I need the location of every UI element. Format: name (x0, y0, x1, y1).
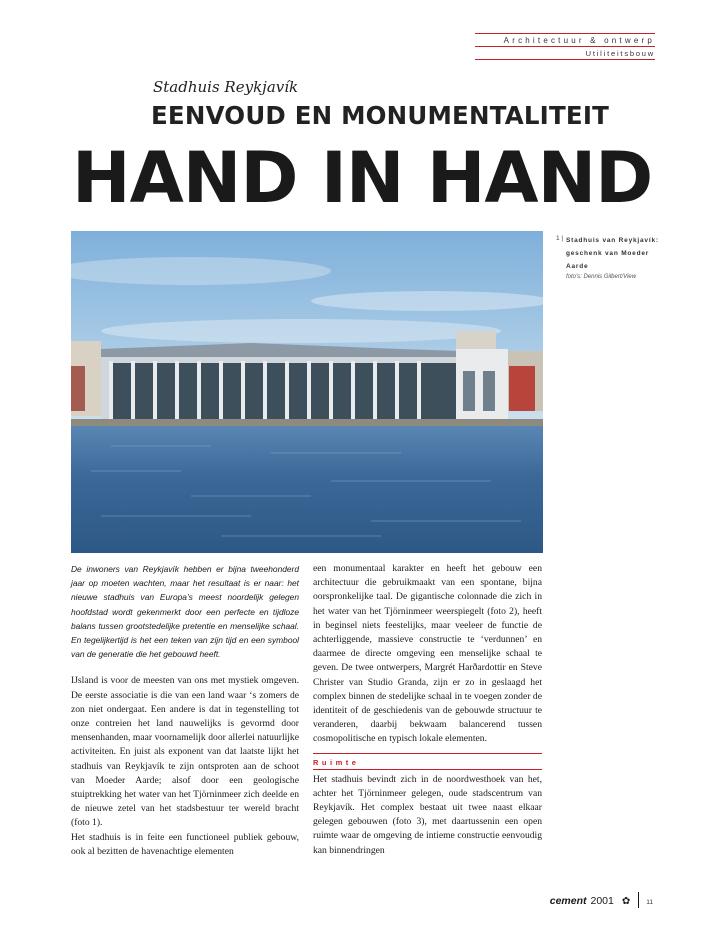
paragraph: een monumentaal karakter en heeft het gebouw een architectuur die gebruikmaakt van een spontane, bijna oorspronkelijke taal. De gigantische colonnade die zich in het water van het Tjörninmeer weerspiegelt (foto 2), heeft in beginsel niets feestelijks, maar veeleer de functie de achterliggende, massieve constructie te ‘verdunnen’ en daarmee de directe omgeving een menselijke schaal te geven. De twee ontwerpers, Margrét Harðardottir en Steve Christer van Studio Granda, zijn er zo in geslaagd het complex binnen de stedelijke schaal in te voegen zonder de identiteit of de geschiedenis van de gebouwde structuur te veranderen, daarbij bekwaam balancerend tussen cosmopolitische en typisch lokale elementen. (313, 563, 542, 745)
column-1-body (71, 674, 299, 859)
header-rule-bottom (475, 59, 655, 60)
article-title: HAND IN HAND (72, 137, 653, 219)
column-2-body (313, 562, 542, 747)
city-hall-photo-illustration (71, 231, 543, 553)
caption-line-3: Aarde (566, 263, 589, 270)
header-subcategory: Utiliteitsbouw (585, 49, 655, 58)
lead-paragraph: De inwoners van Reykjavík hebben er bijna tweehonderd jaar op moeten wachten, maar het resultaat is er naar: het nieuwe stadhuis van Europa’s meest noordelijk gelegen hoofdstad wordt gekenmerkt door een perfecte en tijdloze balans tussen grootstedelijke pretentie en menselijke schaal. En tegelijkertijd is het een teken van zijn tijd en een symbool van de generatie die het gebouwd heeft. (71, 564, 299, 660)
footer-page-number: 11 (646, 899, 653, 906)
section-rule-bottom (313, 769, 542, 770)
header-category: Architectuur & ontwerp (503, 36, 655, 45)
paragraph: IJsland is voor de meesten van ons met mystiek omgeven. De eerste associatie is die van een land waar ‘s zomers de zon niet ondergaat. Een andere is dat in tegenstelling tot onze contreien het land nauwelijks is gevormd door mensenhanden, maar voornamelijk door allerlei natuurlijke activiteiten. En juist als exponent van dat laatste lijkt het stadhuis van Reykjavík te zijn ontsproten aan de schoot van Moeder Aarde; alsof door een geologische stuiptrekking het water van het Tjörninmeer zich deelde en de nieuwe zetel van het stadsbestuur ter wereld bracht (foto 1). (71, 675, 299, 829)
flower-icon: ✿ (621, 896, 631, 907)
paragraph: Het stadhuis bevindt zich in de noordwesthoek van het, achter het Tjörninmeer gelegen, oude stadscentrum van Reykjavík. Het complex bestaat uit twee naast elkaar gelegen gebouwen (foto 3), met daartussenin een open ruimte waar de omgeving de intieme constructie eenvoudig kan binnendringen (313, 773, 542, 856)
footer (550, 891, 653, 909)
article-subtitle: EENVOUD EN MONUMENTALITEIT (151, 101, 610, 130)
photo-credit: foto's: Dennis Gilbert/View (566, 274, 637, 280)
footer-year: 2001 (590, 895, 614, 907)
hero-photo (71, 231, 543, 553)
caption-line-1: Stadhuis van Reykjavík: (566, 237, 659, 244)
photo-number: 1 | (556, 235, 564, 242)
footer-magazine: cement (549, 895, 587, 907)
column-1 (71, 562, 299, 859)
footer-divider (638, 892, 639, 908)
paragraph: Het stadhuis is in feite een functioneel publiek gebouw, ook al bezitten de havenachtige elementen (71, 831, 299, 857)
section-heading: Ruimte (313, 757, 360, 767)
column-2-body-continued (313, 773, 542, 858)
caption-line-2: geschenk van Moeder (566, 250, 650, 257)
column-2 (313, 562, 542, 858)
header-rule-top (475, 33, 655, 34)
header-rule-middle (475, 46, 655, 47)
article-kicker: Stadhuis Reykjavík (153, 78, 299, 96)
